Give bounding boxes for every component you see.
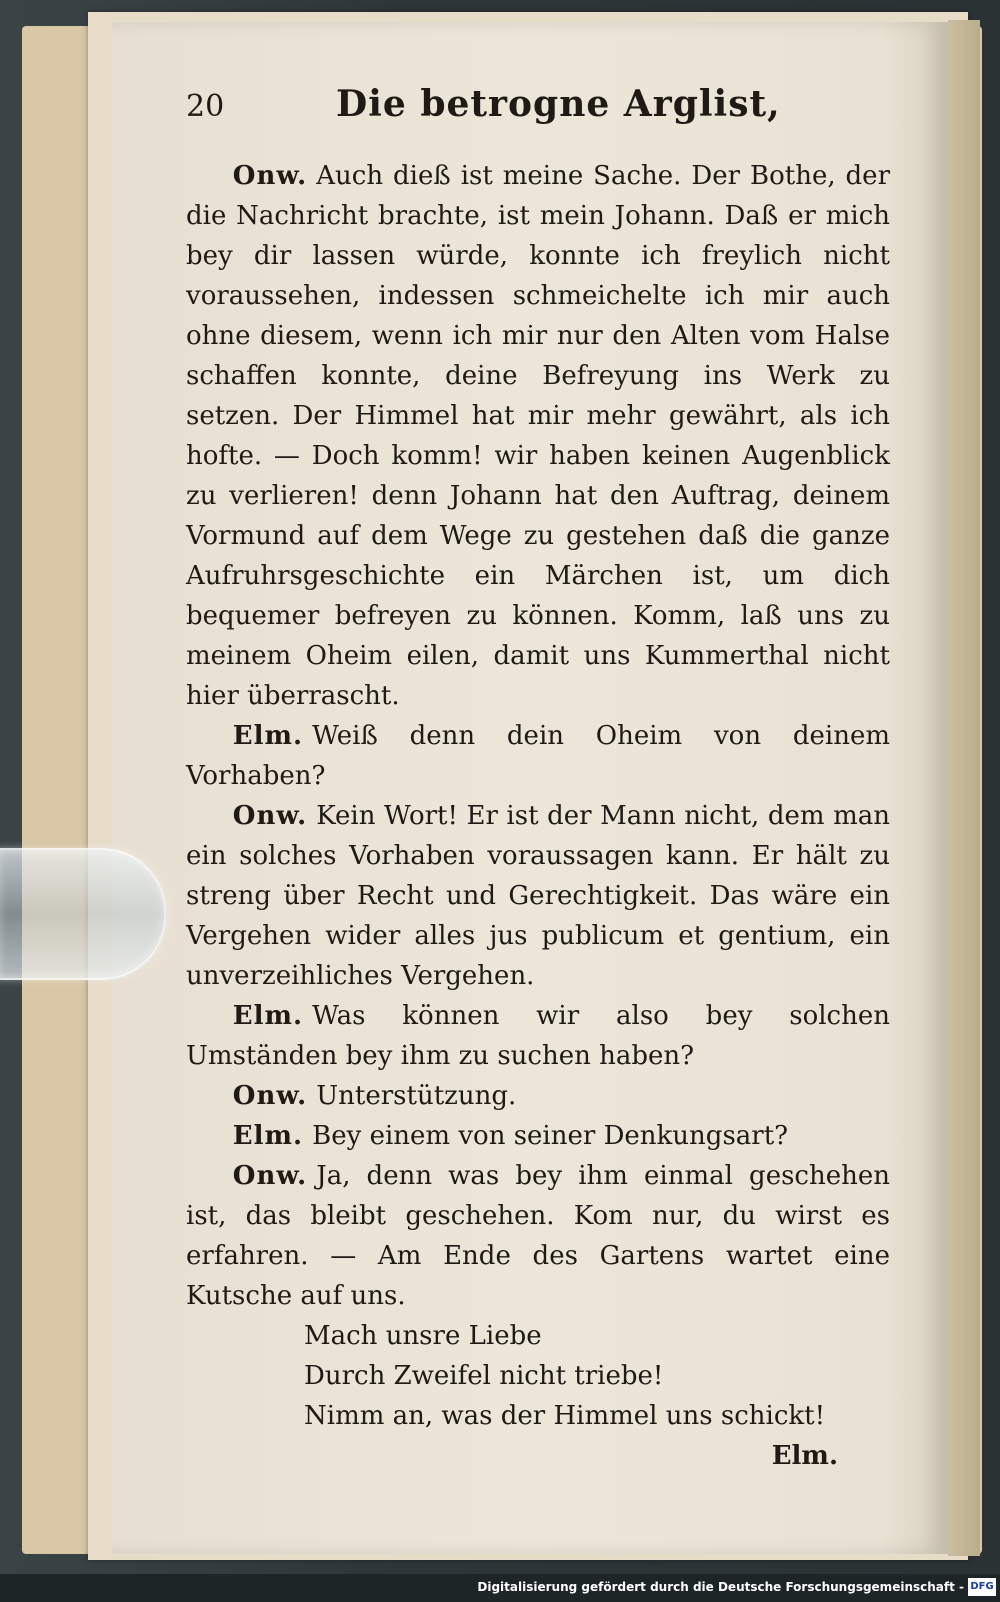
page-text [186,84,890,1476]
speech-5 [186,1076,890,1116]
page-clip [0,848,166,980]
speech-text: Ja, denn was bey ihm einmal geschehen ist, das bleibt geschehen. Kom nur, du wirst es erfahren. — Am Ende des Gartens wartet eine Kutsche auf uns. [186,1161,890,1311]
speech-1 [186,156,890,716]
speech-7 [186,1156,890,1316]
speaker-label: Elm. [232,1001,304,1031]
speech-3 [186,796,890,996]
speech-4 [186,996,890,1076]
footer-bar [0,1574,1000,1602]
song-verse [186,1316,890,1436]
dfg-logo-icon: DFG [968,1578,996,1596]
page-number: 20 [186,89,225,124]
verse-line: Nimm an, was der Himmel uns schickt! [304,1401,826,1431]
speech-6 [186,1116,890,1156]
running-title: Die betrogne Arglist, [336,83,781,125]
verse-line: Durch Zweifel nicht triebe! [304,1361,664,1391]
speaker-label: Onw. [232,1161,308,1191]
speech-text: Kein Wort! Er ist der Mann nicht, dem man ein solches Vorhaben voraussagen kann. Er hält zu streng über Recht und Gerechtigkeit. Das wäre ein Vergehen wider alles jus publicum et gentium, ein unverzeihliches Vergehen. [186,801,890,991]
speaker-label: Onw. [232,1081,308,1111]
speech-2 [186,716,890,796]
speech-text: Bey einem von seiner Denkungsart? [312,1121,789,1151]
speaker-label: Onw. [232,161,308,191]
speaker-label: Elm. [232,1121,304,1151]
speaker-label: Onw. [232,801,308,831]
funding-credit: Digitalisierung gefördert durch die Deutsche Forschungsgemeinschaft - [477,1580,964,1594]
speech-text: Was können wir also bey solchen Umständen bey ihm zu suchen haben? [186,1001,890,1071]
speech-text: Weiß denn dein Oheim von deinem Vorhaben? [186,721,890,791]
speech-text: Auch dieß ist meine Sache. Der Bothe, der die Nachricht brachte, ist mein Johann. Daß er mich bey dir lassen würde, konnte ich freylich nicht voraussehen, indessen schmeichelte ich mir auch ohne diesem, wenn ich mir nur den Alten vom Halse schaffen konnte, deine Befreyung ins Werk zu setzen. Der Himmel hat mir mehr gewährt, als ich hofte. — Doch komm! wir haben keinen Augenblick zu verlieren! denn Johann hat den Auftrag, deinem Vormund auf dem Wege zu gestehen daß die ganze Aufruhrsgeschichte ein Märchen ist, um dich bequemer befreyen zu können. Komm, laß uns zu meinem Oheim eilen, damit uns Kummerthal nicht hier überrascht. [186,161,890,711]
page-header [186,84,890,136]
signature-speaker: Elm. [771,1441,838,1471]
speech-text: Unterstützung. [316,1081,517,1111]
facing-page-edge [948,20,980,1556]
verse-line: Mach unsre Liebe [304,1321,542,1351]
speaker-label: Elm. [232,721,304,751]
